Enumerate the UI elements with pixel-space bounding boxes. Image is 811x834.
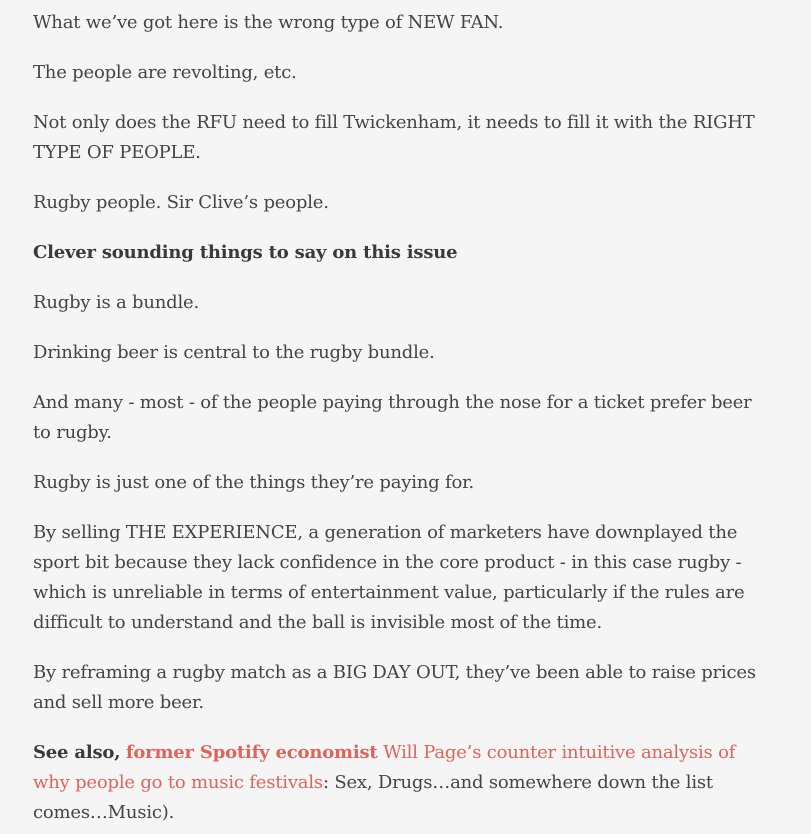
- paragraph-bundle: Rugby is a bundle.: [33, 292, 200, 313]
- section-heading: Clever sounding things to say on this issue: [33, 242, 458, 263]
- spotify-economist-link[interactable]: former Spotify economist: [125, 742, 378, 763]
- paragraph-rugby-people: Rugby people. Sir Clive’s people.: [33, 192, 329, 213]
- will-page-analysis-link[interactable]: Will Page’s counter intuitive analysis of why people go to music festivals: [33, 742, 736, 793]
- see-also-tail: : Sex, Drugs…and somewhere down the list comes…Music).: [33, 772, 713, 823]
- paragraph-revolting: The people are revolting, etc.: [33, 62, 297, 83]
- paragraph-experience: By selling THE EXPERIENCE, a generation of marketers have downplayed the sport bit because they lack confidence in the core product - in this case rugby - which is unreliable in terms of entertainment value, particularly if the rules are difficult to understand and the ball is invisible most of the time.: [33, 522, 745, 633]
- see-also-label: See also,: [33, 742, 121, 763]
- paragraph-beer-central: Drinking beer is central to the rugby bundle.: [33, 342, 435, 363]
- paragraph-rfu: Not only does the RFU need to fill Twickenham, it needs to fill it with the RIGHT TYPE OF PEOPLE.: [33, 112, 755, 163]
- paragraph-see-also: [33, 738, 763, 828]
- paragraph-paying-for: Rugby is just one of the things they’re paying for.: [33, 472, 475, 493]
- paragraph-big-day-out: By reframing a rugby match as a BIG DAY OUT, they’ve been able to raise prices and sell more beer.: [33, 662, 756, 713]
- paragraph-wrong-fan: What we’ve got here is the wrong type of NEW FAN.: [33, 12, 504, 33]
- paragraph-prefer-beer: And many - most - of the people paying through the nose for a ticket prefer beer to rugby.: [33, 392, 752, 443]
- article-body: [0, 8, 763, 828]
